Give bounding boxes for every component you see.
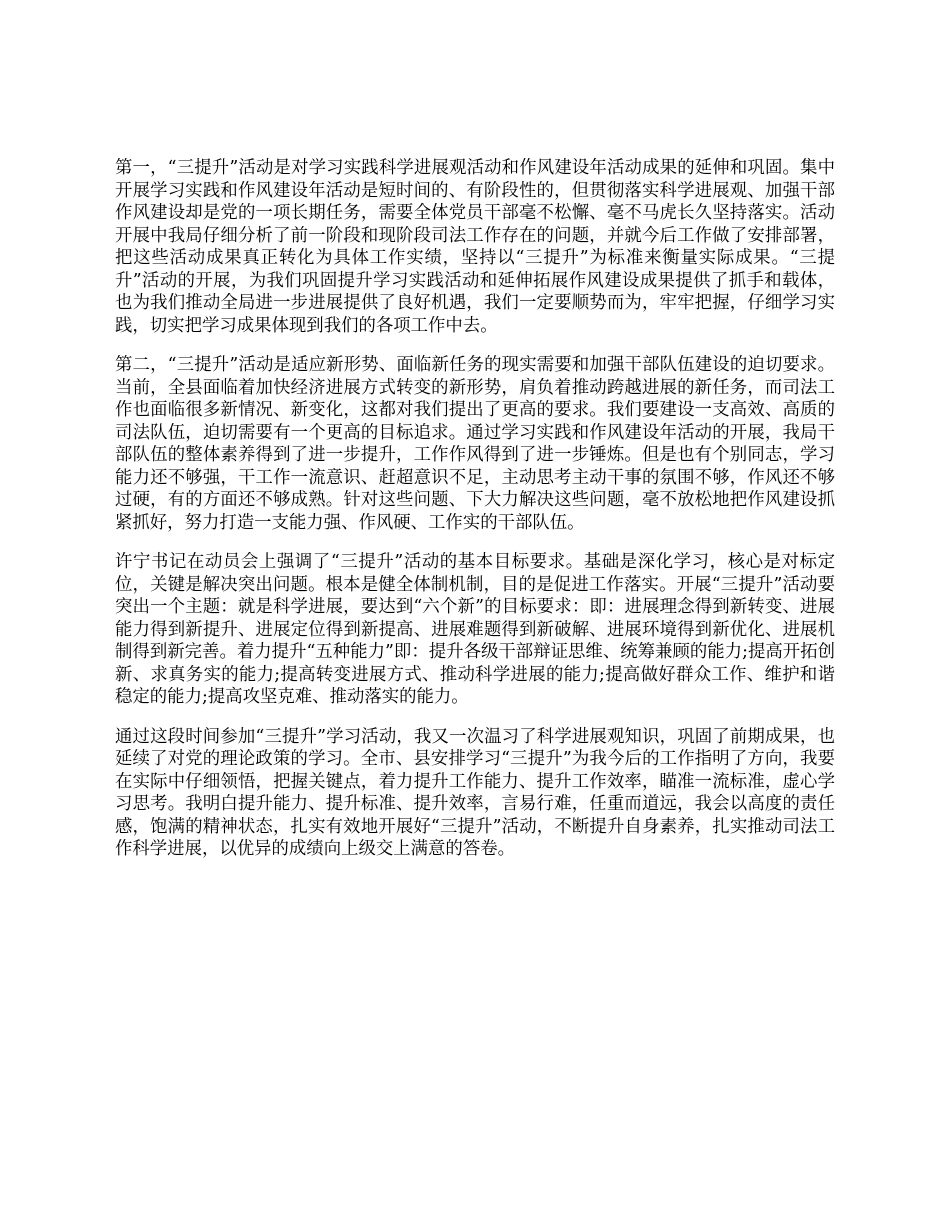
document-body xyxy=(115,157,835,878)
paragraph-1: 第一，“三提升”活动是对学习实践科学进展观活动和作风建设年活动成果的延伸和巩固。集中开展学习实践和作风建设年活动是短时间的、有阶段性的，但贯彻落实科学进展观、加强干部作风建设却是党的一项长期任务，需要全体党员干部毫不松懈、毫不马虎长久坚持落实。活动开展中我局仔细分析了前一阶段和现阶段司法工作存在的问题，并就今后工作做了安排部署，把这些活动成果真正转化为具体工作实绩，坚持以“三提升”为标准来衡量实际成果。“三提升”活动的开展，为我们巩固提升学习实践活动和延伸拓展作风建设成果提供了抓手和载体，也为我们推动全局进一步进展提供了良好机遇，我们一定要顺势而为，牢牢把握，仔细学习实践，切实把学习成果体现到我们的各项工作中去。 xyxy=(115,158,835,336)
paragraph-4: 通过这段时间参加“三提升”学习活动，我又一次温习了科学进展观知识，巩固了前期成果，也延续了对党的理论政策的学习。全市、县安排学习“三提升”为我今后的工作指明了方向，我要在实际中仔细领悟，把握关键点，着力提升工作能力、提升工作效率，瞄准一流标准，虚心学习思考。我明白提升能力、提升标准、提升效率，言易行难，任重而道远，我会以高度的责任感，饱满的精神状态，扎实有效地开展好“三提升”活动，不断提升自身素养，扎实推动司法工作科学进展，以优异的成绩向上级交上满意的答卷。 xyxy=(115,726,835,859)
paragraph-2: 第二，“三提升”活动是适应新形势、面临新任务的现实需要和加强干部队伍建设的迫切要求。当前，全县面临着加快经济进展方式转变的新形势，肩负着推动跨越进展的新任务，而司法工作也面临很多新情况、新变化，这都对我们提出了更高的要求。我们要建设一支高效、高质的司法队伍，迫切需要有一个更高的目标追求。通过学习实践和作风建设年活动的开展，我局干部队伍的整体素养得到了进一步提升，工作作风得到了进一步锤炼。但是也有个别同志，学习能力还不够强，干工作一流意识、赶超意识不足，主动思考主动干事的氛围不够，作风还不够过硬，有的方面还不够成熟。针对这些问题、下大力解决这些问题，毫不放松地把作风建设抓紧抓好，努力打造一支能力强、作风硬、工作实的干部队伍。 xyxy=(115,355,835,533)
paragraph-3: 许宁书记在动员会上强调了“三提升”活动的基本目标要求。基础是深化学习，核心是对标定位，关键是解决突出问题。根本是健全体制机制，目的是促进工作落实。开展“三提升”活动要突出一个主题：就是科学进展，要达到“六个新”的目标要求：即：进展理念得到新转变、进展能力得到新提升、进展定位得到新提高、进展难题得到新破解、进展环境得到新优化、进展机制得到新完善。着力提升“五种能力”即：提升各级干部辩证思维、统筹兼顾的能力;提高开拓创新、求真务实的能力;提高转变进展方式、推动科学进展的能力;提高做好群众工作、维护和谐稳定的能力;提高攻坚克难、推动落实的能力。 xyxy=(115,552,835,707)
